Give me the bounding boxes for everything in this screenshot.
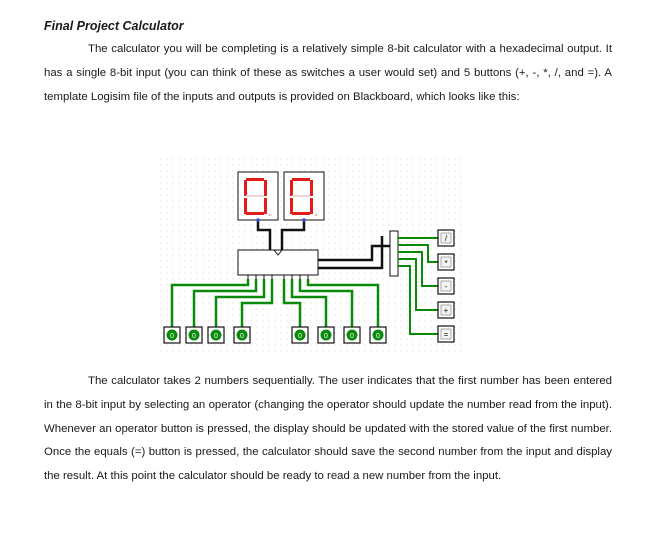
input-pin-value[interactable]: 0 [376,333,380,340]
hex-display-low [284,172,324,220]
button-splitter [390,231,398,276]
divide-button[interactable]: / [444,234,448,243]
equals-button[interactable]: = [443,330,449,339]
input-pin-value[interactable]: 0 [240,333,244,340]
input-pin-value[interactable]: 0 [298,333,302,340]
input-pin-value[interactable]: 0 [324,333,328,340]
intro-paragraph: The calculator you will be completing is a relatively simple 8-bit calculator with a hexadecimal output. It has a single 8-bit input (you can think of these as switches a user would set) and 5 buttons (+, -, *, /, and =). A template Logisim file of the inputs and outputs is provided on Blackboard, which looks like this: [44,43,612,103]
input-pin-value[interactable]: 0 [170,333,174,340]
description-paragraph: The calculator takes 2 numbers sequentially. The user indicates that the first number has been entered in the 8-bit input by selecting an operator (changing the operator should update the number read from the input). Whenever an operator button is pressed, the display should be updated with the stored value of the first number. Once the equals (=) button is pressed, the calculator should save the second number from the input and display the result. At this point the calculator should be ready to read a new number from the input. [44,375,612,483]
document-heading: Final Project Calculator [44,19,184,33]
add-button[interactable]: + [443,306,449,315]
multiply-button[interactable]: * [444,259,448,268]
input-pin-value[interactable]: 0 [192,333,196,340]
hex-display-high [238,172,278,220]
logisim-circuit-diagram [160,158,465,353]
splitter-block [238,250,318,275]
input-pin-value[interactable]: 0 [350,333,354,340]
input-pin-value[interactable]: 0 [214,333,218,340]
subtract-button[interactable]: - [444,282,448,291]
